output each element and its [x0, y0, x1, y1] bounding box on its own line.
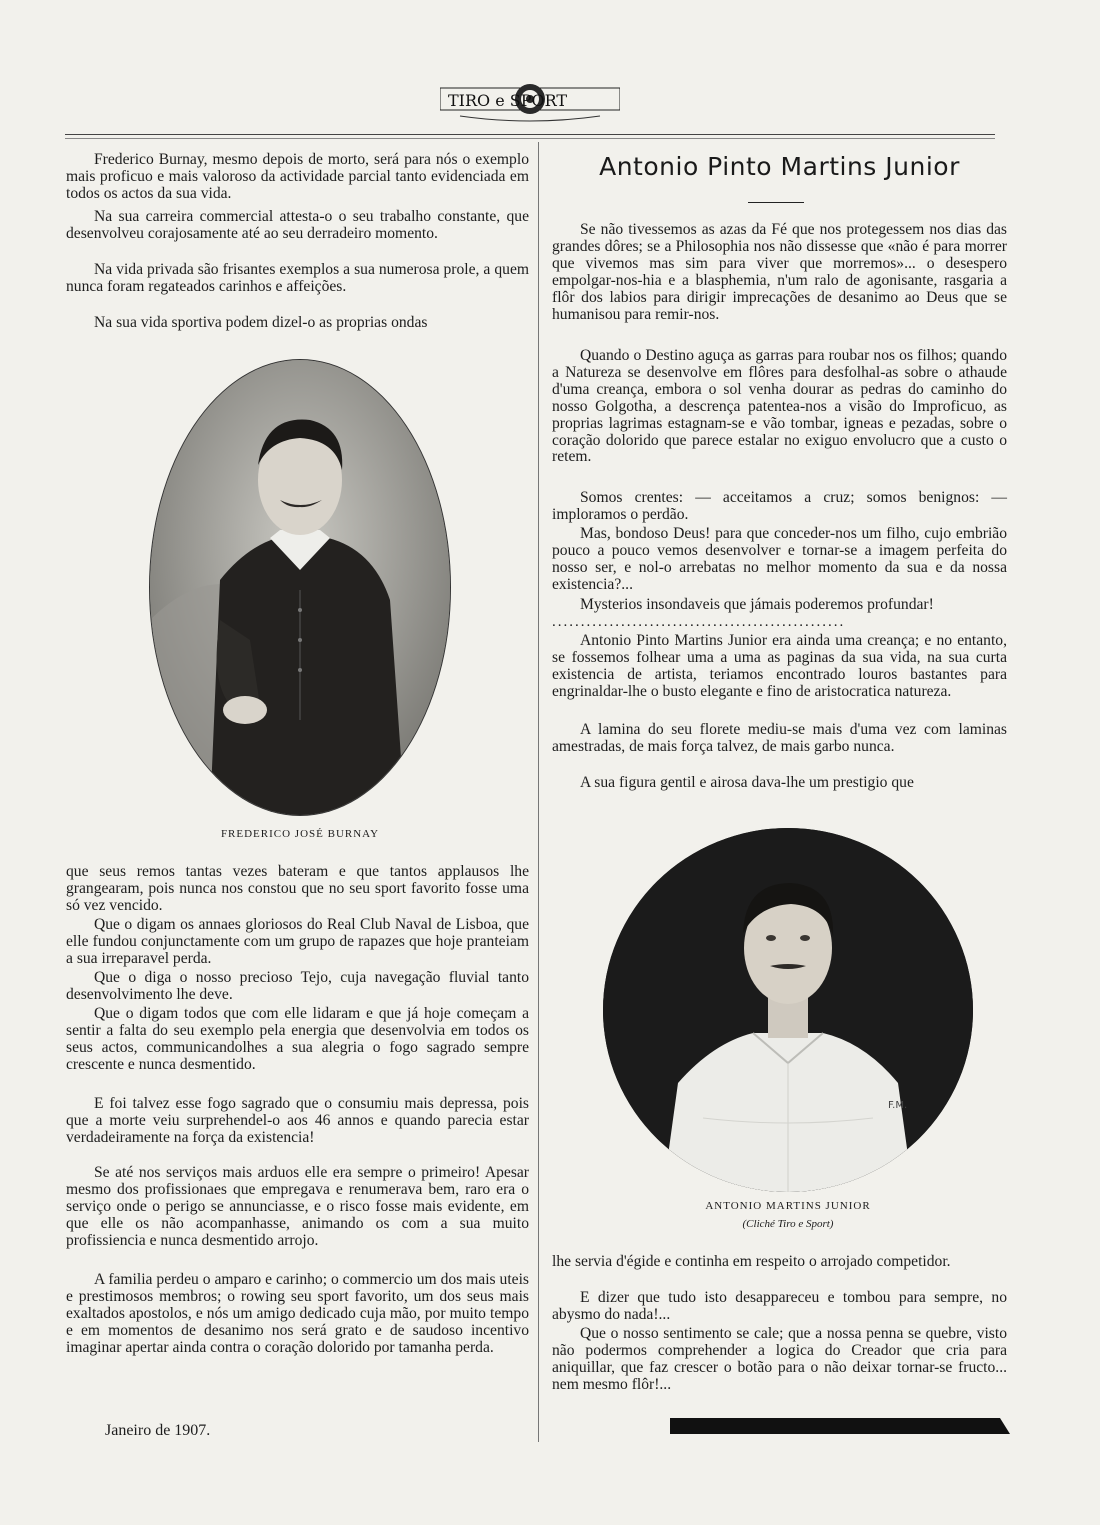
left-paragraph: A familia perdeu o amparo e carinho; o commercio um dos mais uteis e prestimosos membros; o rowing seu sport favorito, um dos seus mais exaltados apostolos, e nós um amigo dedicado cuja mão, por muito tempo e em momentos de desanimo nos será grato e de saudoso incentivo imaginar apertar ainda contra o coração dolorido por tamanha perda. — [66, 1271, 529, 1356]
right-paragraph: A lamina do seu florete mediu-se mais d'uma vez com laminas amestradas, de mais força talvez, de mais garbo nunca. — [552, 721, 1007, 755]
left-paragraph: Na vida privada são frisantes exemplos a sua numerosa prole, a quem nunca foram regateados carinhos e affeições. — [66, 261, 529, 295]
article-title: Antonio Pinto Martins Junior — [599, 152, 960, 181]
header-rule-secondary — [65, 138, 995, 139]
left-paragraph: Na sua carreira commercial attesta-o o seu trabalho constante, que desenvolveu corajosamente até ao seu derradeiro momento. — [66, 208, 529, 242]
portrait-illustration — [603, 828, 973, 1192]
right-paragraph: Somos crentes: — acceitamos a cruz; somos benignos: — imploramos o perdão. — [552, 489, 1007, 523]
right-paragraph: Se não tivessemos as azas da Fé que nos protegessem nos dias das grandes dôres; se a Philosophia nos não dissesse que «não é para morrer que vivemos mas sim para viver que morremos»... o desespero empolgar-nos-hia e a blasphemia, n'um ralo de agonisante, rasgaria a flôr dos labios para dirigir imprecações de desanimo ao Deus que se humanisou para remir-nos. — [552, 221, 1007, 323]
portrait-antonio-martins-junior — [603, 828, 973, 1192]
end-ornament-bar — [670, 1418, 1010, 1434]
portrait-frederico-burnay — [150, 360, 450, 815]
right-paragraph: Mysterios insondaveis que jámais poderemos profundar! — [580, 596, 934, 613]
column-divider — [538, 142, 539, 1442]
right-paragraph: Que o nosso sentimento se cale; que a nossa penna se quebre, visto não podermos comprehender a logica do Creador que cria para aniquillar, que faz crescer o botão para o não deixar tornar-se fructo... nem mesmo flôr!... — [552, 1325, 1007, 1393]
portrait-caption: FREDERICO JOSÉ BURNAY — [220, 828, 380, 840]
right-paragraph: lhe servia d'égide e continha em respeito o arrojado competidor. — [552, 1253, 951, 1270]
photo-credit: (Cliché Tiro e Sport) — [742, 1218, 834, 1230]
masthead-text: TIRO e SPORT — [448, 91, 568, 110]
title-rule — [748, 202, 804, 203]
right-paragraph: E dizer que tudo isto desappareceu e tombou para sempre, no abysmo do nada!... — [552, 1289, 1007, 1323]
left-paragraph: E foi talvez esse fogo sagrado que o consumiu mais depressa, pois que a morte veiu surprehendel-o aos 46 annos e quando parecia estar verdadeiramente na força da existencia! — [66, 1095, 529, 1146]
right-paragraph: A sua figura gentil e airosa dava-lhe um prestigio que — [580, 774, 914, 791]
right-paragraph: Mas, bondoso Deus! para que conceder-nos um filho, cujo embrião pouco a pouco vemos desenvolver e tornar-se a imagem perfeita do nosso ser, e nol-o arrebatas no melhor momento da sua e da nossa existencia?... — [552, 525, 1007, 593]
masthead-logo — [440, 78, 620, 122]
portrait-caption: ANTONIO MARTINS JUNIOR — [705, 1200, 871, 1212]
section-break-dots: ................................................... — [552, 614, 846, 630]
left-paragraph: Que o digam os annaes gloriosos do Real Club Naval de Lisboa, que elle fundou conjunctamente com um grupo de rapazes que hoje pranteiam a sua irreparavel perda. — [66, 916, 529, 967]
left-paragraph: Frederico Burnay, mesmo depois de morto, será para nós o exemplo mais proficuo e mais valoroso da actividade parcial tanto evidenciada em todos os actos da sua vida. — [66, 151, 529, 202]
left-paragraph: Que o diga o nosso precioso Tejo, cuja navegação fluvial tanto desenvolvimento lhe deve. — [66, 969, 529, 1003]
right-paragraph: Antonio Pinto Martins Junior era ainda uma creança; e no entanto, se fossemos folhear uma a uma as paginas da sua vida, na sua curta existencia de artista, teriamos encontrado louros bastantes para engrinaldar-lhe o busto elegante e fino de aristocratica natureza. — [552, 632, 1007, 700]
article-date: Janeiro de 1907. — [105, 1422, 211, 1439]
portrait-illustration — [150, 360, 450, 815]
left-paragraph: Que o digam todos que com elle lidaram e que já hoje começam a sentir a falta do seu exemplo pela energia que desenvolvia em todos os seus actos, communicandolhes a sua alegria o fogo sagrado sempre crescente e nunca desmentido. — [66, 1005, 529, 1073]
right-paragraph: Quando o Destino aguça as garras para roubar nos os filhos; quando a Natureza se desenvolve em flôres para desfolhal-as sobre o athaude d'uma creança, embora o sol venha dourar as pedras do caminho do nosso Golgotha, a descrença patentea-nos a visão do Improficuo, as proprias lagrimas estagnam-se e vão tombar, igneas e pezadas, sobre o coração dolorido que parece estalar no exiguo envolucro que a custo o retem. — [552, 347, 1007, 466]
photo-signature: F.M. — [888, 1100, 908, 1111]
left-paragraph: Na sua vida sportiva podem dizel-o as proprias ondas — [94, 314, 428, 331]
left-paragraph: Se até nos serviços mais arduos elle era sempre o primeiro! Apesar mesmo dos profissionaes que empregava e renumerava bem, raro era o serviço onde o perigo se annunciasse, e o risco fosse mais evidente, em que elle os não acompanhasse, animando os com a sua muito profissiencia e nunca desmentido arrojo. — [66, 1164, 529, 1249]
header-rule — [65, 134, 995, 135]
left-paragraph: que seus remos tantas vezes bateram e que tantos applausos lhe grangearam, pois nunca nos constou que no seu sport favorito fosse uma só vez vencido. — [66, 863, 529, 914]
